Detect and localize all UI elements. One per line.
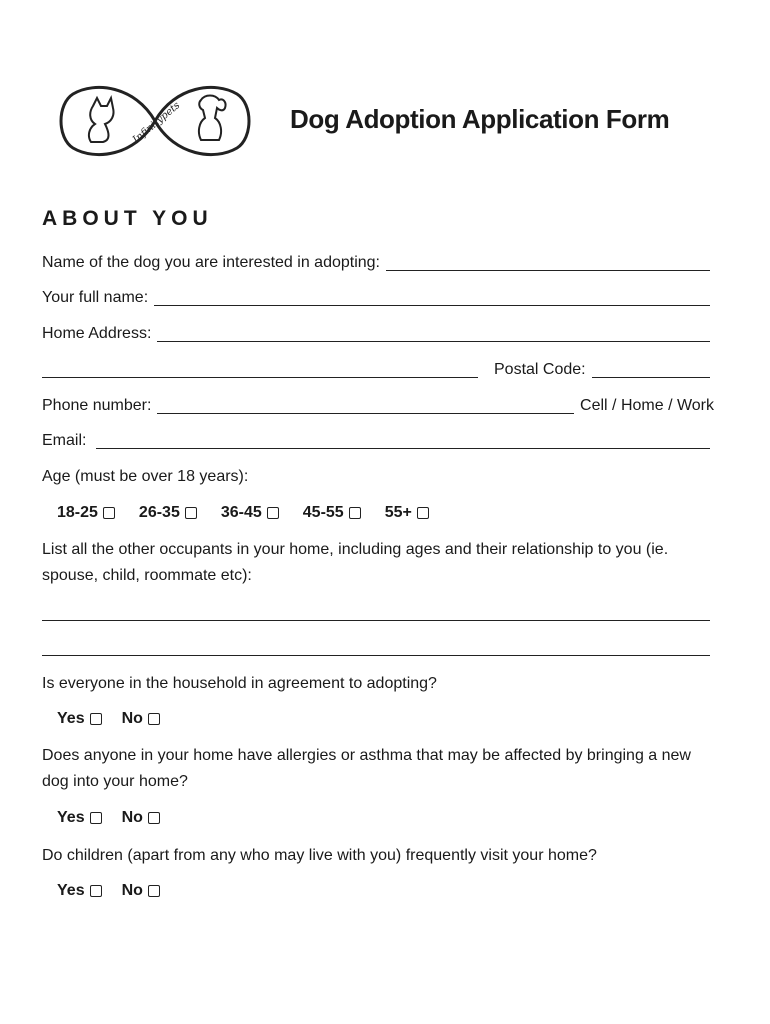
home-address-label: Home Address: — [42, 325, 152, 342]
age-option-label: 18-25 — [57, 504, 98, 521]
no-label: No — [121, 809, 143, 826]
dog-name-input[interactable] — [386, 254, 710, 271]
yes-label: Yes — [57, 710, 85, 727]
postal-code-input[interactable] — [592, 361, 710, 378]
full-name-input[interactable] — [154, 289, 710, 306]
no-option[interactable] — [122, 809, 160, 827]
household-agreement-options — [57, 710, 182, 728]
home-address-input[interactable] — [157, 325, 710, 342]
checkbox[interactable] — [90, 812, 102, 824]
yes-option[interactable] — [57, 710, 102, 728]
home-address-row — [42, 323, 710, 345]
no-label: No — [121, 882, 143, 899]
phone-input[interactable] — [157, 397, 574, 414]
allergies-options — [57, 809, 182, 827]
yes-option[interactable] — [57, 809, 102, 827]
no-option[interactable] — [122, 882, 160, 900]
age-option-label: 36-45 — [220, 504, 262, 521]
checkbox[interactable] — [148, 812, 160, 824]
children-visit-question: Do children (apart from any who may live with you) frequently visit your home? — [42, 847, 597, 864]
age-option[interactable] — [139, 504, 197, 522]
checkbox[interactable] — [90, 885, 102, 897]
checkbox[interactable] — [103, 507, 115, 519]
age-option[interactable] — [221, 504, 279, 522]
age-option[interactable] — [385, 504, 429, 522]
section-title: ABOUT YOU — [42, 207, 213, 230]
age-option[interactable] — [303, 504, 361, 522]
phone-row — [42, 395, 714, 417]
age-option[interactable] — [57, 504, 115, 522]
age-options — [57, 504, 451, 522]
full-name-label: Your full name: — [42, 289, 149, 306]
phone-type-options: Cell / Home / Work — [580, 397, 714, 414]
checkbox[interactable] — [349, 507, 361, 519]
occupants-input-line-1[interactable] — [42, 620, 710, 621]
allergies-question: Does anyone in your home have allergies or asthma that may be affected by bringing a new dog into your home? — [42, 747, 691, 790]
email-input[interactable] — [96, 432, 710, 449]
dog-name-label: Name of the dog you are interested in adopting: — [42, 254, 380, 271]
checkbox[interactable] — [417, 507, 429, 519]
form-title: Dog Adoption Application Form — [290, 104, 670, 134]
occupants-question: List all the other occupants in your home, including ages and their relationship to you (ie. spouse, child, roommate etc): — [42, 541, 669, 584]
yes-option[interactable] — [57, 882, 102, 900]
no-label: No — [121, 710, 143, 727]
address-line2-input[interactable] — [42, 361, 478, 378]
phone-label: Phone number: — [42, 397, 152, 414]
email-label: Email: — [42, 432, 87, 449]
full-name-row — [42, 287, 710, 309]
age-option-label: 26-35 — [138, 504, 180, 521]
checkbox[interactable] — [148, 885, 160, 897]
children-visit-options — [57, 882, 182, 900]
no-option[interactable] — [122, 710, 160, 728]
postal-code-label: Postal Code: — [494, 361, 586, 378]
checkbox[interactable] — [148, 713, 160, 725]
household-agreement-question: Is everyone in the household in agreement to adopting? — [42, 675, 437, 692]
logo-text: Infinitypets — [130, 100, 183, 146]
email-row — [42, 430, 710, 452]
age-option-label: 55+ — [384, 504, 412, 521]
infinity-pets-logo — [55, 76, 255, 166]
yes-label: Yes — [57, 809, 85, 826]
checkbox[interactable] — [185, 507, 197, 519]
age-question: Age (must be over 18 years): — [42, 468, 249, 485]
checkbox[interactable] — [90, 713, 102, 725]
dog-name-row — [42, 252, 710, 274]
address-line2-row — [42, 359, 710, 381]
yes-label: Yes — [57, 882, 85, 899]
checkbox[interactable] — [267, 507, 279, 519]
occupants-input-line-2[interactable] — [42, 655, 710, 656]
age-option-label: 45-55 — [302, 504, 344, 521]
